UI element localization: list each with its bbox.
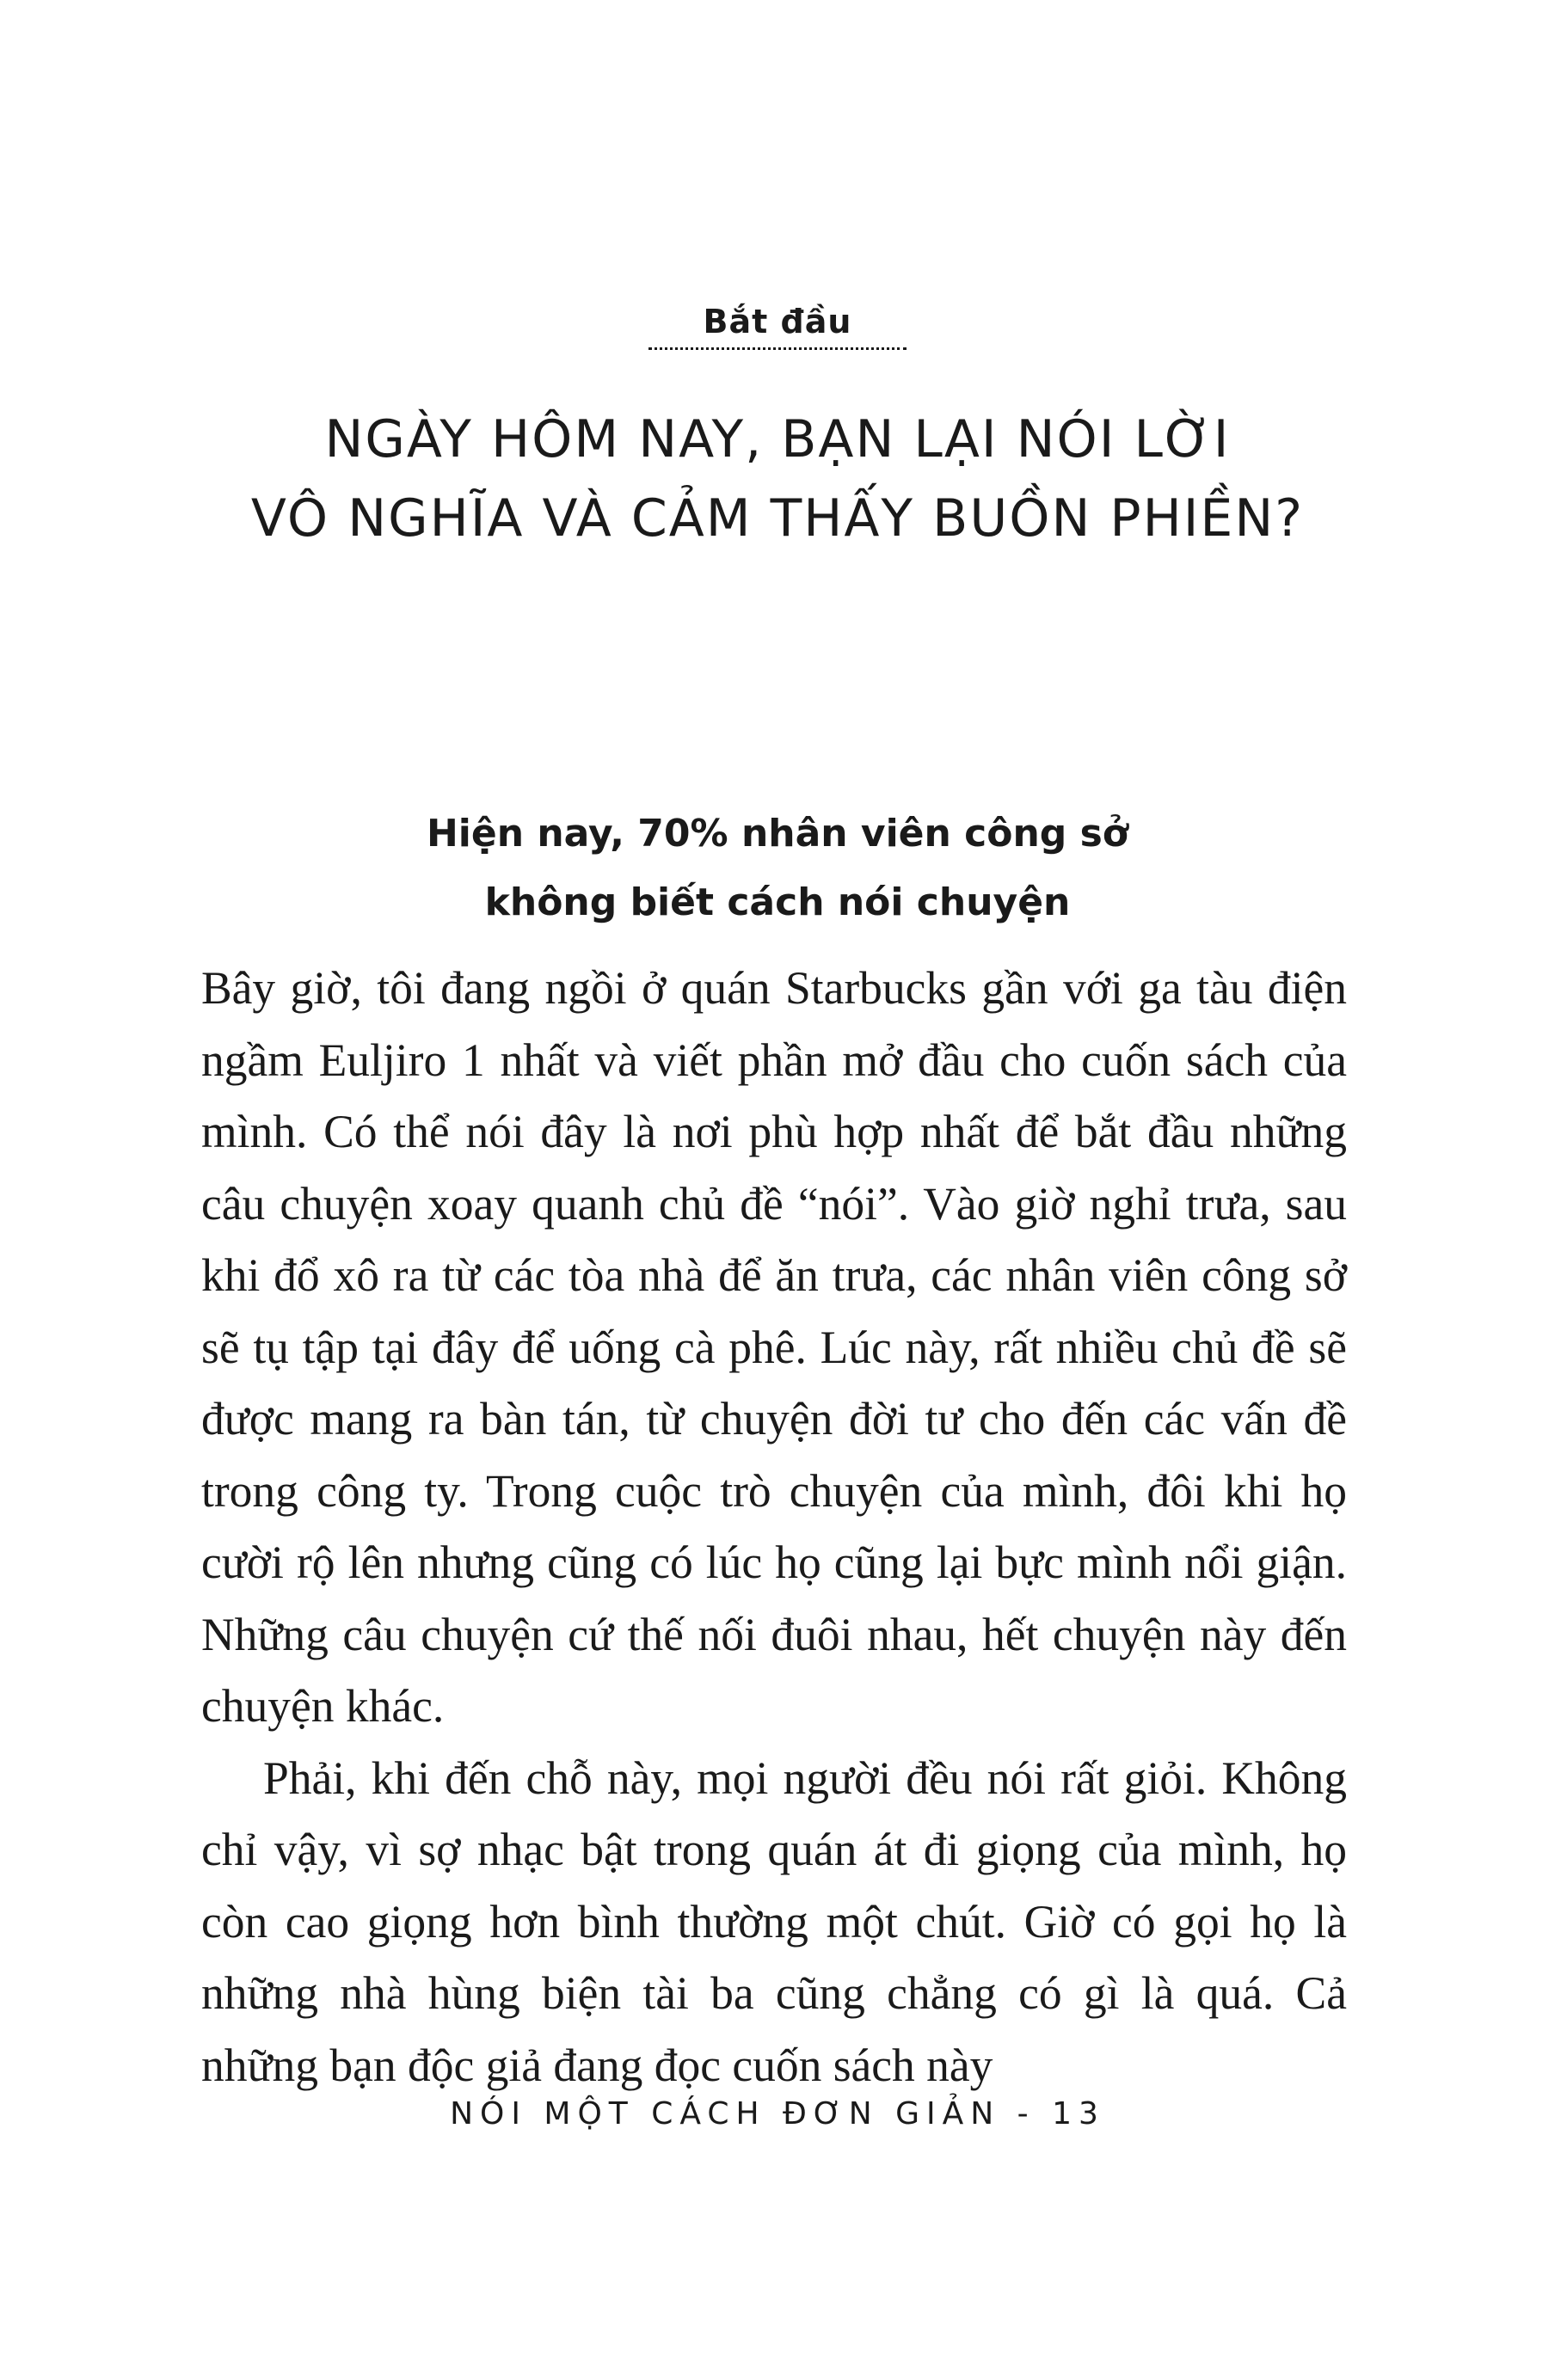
section-heading-line-1: Hiện nay, 70% nhân viên công sở (426, 812, 1129, 856)
chapter-label-text: Bắt đầu (703, 303, 852, 340)
running-footer: NÓI MỘT CÁCH ĐƠN GIẢN - 13 (450, 2096, 1105, 2132)
chapter-label (0, 303, 1555, 350)
paragraph: Bây giờ, tôi đang ngồi ở quán Starbucks gần với ga tàu điện ngầm Euljiro 1 nhất và viết phần mở đầu cho cuốn sách của mình. Có thể nói đây là nơi phù hợp nhất để bắt đầu những câu chuyện xoay quanh chủ đề “nói”. Vào giờ nghỉ trưa, sau khi đổ xô ra từ các tòa nhà để ăn trưa, các nhân viên công sở sẽ tụ tập tại đây để uống cà phê. Lúc này, rất nhiều chủ đề sẽ được mang ra bàn tán, từ chuyện đời tư cho đến các vấn đề trong công ty. Trong cuộc trò chuyện của mình, đôi khi họ cười rộ lên nhưng cũng có lúc họ cũng lại bực mình nổi giận. Những câu chuyện cứ thế nối đuôi nhau, hết chuyện này đến chuyện khác. (201, 962, 1347, 1732)
paragraph: Phải, khi đến chỗ này, mọi người đều nói rất giỏi. Không chỉ vậy, vì sợ nhạc bật trong quán át đi giọng của mình, họ còn cao giọng hơn bình thường một chút. Giờ có gọi họ là những nhà hùng biện tài ba cũng chẳng có gì là quá. Cả những bạn độc giả đang đọc cuốn sách này (201, 1751, 1347, 2091)
section-heading-line-2: không biết cách nói chuyện (484, 880, 1071, 924)
body-text (201, 953, 1347, 2101)
chapter-label-underline (648, 347, 907, 350)
chapter-title-line-1: NGÀY HÔM NAY, BẠN LẠI NÓI LỜI (324, 409, 1231, 469)
chapter-title-line-2: VÔ NGHĨA VÀ CẢM THẤY BUỒN PHIỀN? (250, 488, 1305, 549)
chapter-title (0, 400, 1555, 558)
section-heading (0, 800, 1555, 937)
